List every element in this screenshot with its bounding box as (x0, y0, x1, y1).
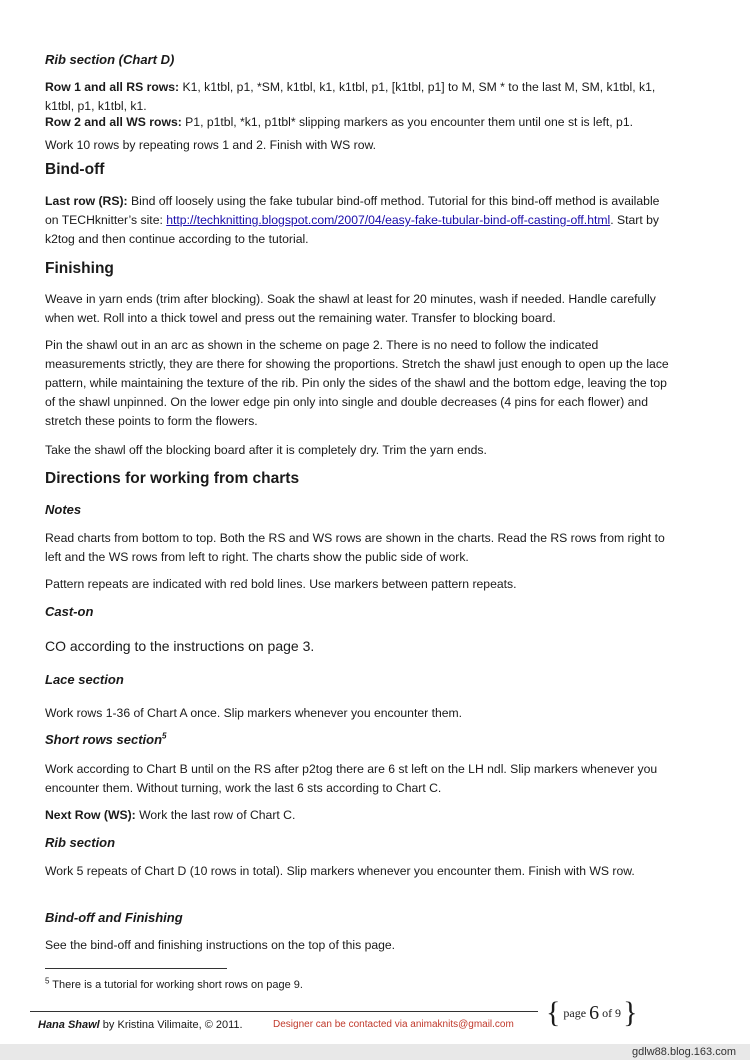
footnote (45, 977, 303, 993)
rib-work-text: Work 10 rows by repeating rows 1 and 2. Finish with WS row. (45, 138, 377, 152)
next-row-text: Work the last row of Chart C. (135, 808, 296, 822)
finishing-paragraph-1: Weave in yarn ends (trim after blocking). Soak the shawl at least for 20 minutes, wash if needed. Handle carefully when wet. Roll into a thick towel and press out the remaining water. Transfer to blocking board. (45, 292, 656, 325)
notes-paragraph-1: Read charts from bottom to top. Both the RS and WS rows are shown in the charts. Read the RS rows from right to left and the WS rows from left to right. The charts show the public side of work. (45, 531, 665, 564)
page-number-block (546, 996, 637, 1030)
finishing-heading: Finishing (45, 260, 114, 277)
footer-contact: Designer can be contacted via animaknits@gmail.com (273, 1019, 514, 1030)
footer-title: Hana Shawl (38, 1019, 100, 1031)
techknitting-link[interactable]: http://techknitting.blogspot.com/2007/04/easy-fake-tubular-bind-off-casting-off.html (166, 213, 611, 227)
footnote-text: There is a tutorial for working short rows on page 9. (49, 979, 303, 991)
bindoff-finishing-text: See the bind-off and finishing instructions on the top of this page. (45, 938, 396, 952)
next-row-paragraph (45, 806, 670, 825)
short-rows-heading (45, 731, 670, 749)
rib-section-heading: Rib section (45, 835, 116, 850)
caston-text: CO according to the instructions on page 3. (45, 638, 315, 654)
rib-row1-label: Row 1 and all RS rows: (45, 80, 180, 94)
footnote-divider (45, 968, 227, 969)
notes-heading: Notes (45, 502, 82, 517)
notes-paragraph-2: Pattern repeats are indicated with red bold lines. Use markers between pattern repeats. (45, 577, 517, 591)
bindoff-last-label: Last row (RS): (45, 194, 128, 208)
short-rows-text: Work according to Chart B until on the RS after p2tog there are 6 st left on the LH ndl. Slip markers whenever you encounter them. Without turning, work the last 6 sts according to Chart C. (45, 762, 658, 795)
next-row-label: Next Row (WS): (45, 808, 136, 822)
lace-heading: Lace section (45, 672, 124, 687)
bindoff-after-link: . Start by k2tog and then continue according to the tutorial. (45, 213, 659, 246)
footer-divider (30, 1011, 538, 1012)
directions-heading: Directions for working from charts (45, 470, 300, 487)
rib-chart-d-heading: Rib section (Chart D) (45, 52, 175, 67)
rib-row2-label: Row 2 and all WS rows: (45, 115, 182, 129)
watermark-text: gdlw88.blog.163.com (632, 1046, 736, 1058)
open-brace: { (546, 996, 561, 1029)
bindoff-finishing-heading: Bind-off and Finishing (45, 910, 183, 925)
short-rows-heading-text: Short rows section (45, 732, 163, 747)
footer-byline: by Kristina Vilimaite, © 2011. (99, 1019, 243, 1031)
page-total: of 9 (602, 1005, 622, 1020)
rib-row2-paragraph (45, 113, 670, 132)
finishing-paragraph-2: Pin the shawl out in an arc as shown in the scheme on page 2. There is no need to follow the indicated measurements strictly, they are there for showing the proportions. Stretch the shawl just enough to open up the lace pattern, while maintaining the texture of the rib. Pin only the sides of the shawl and the bottom edge, leaving the top of the shawl unpinned. On the lower edge pin only into single and double decreases (4 pins for each flower) and stretch these points to form the flowers. (45, 338, 669, 428)
bindoff-paragraph (45, 192, 670, 249)
rib-row1-text: K1, k1tbl, p1, *SM, k1tbl, k1, k1tbl, p1, [k1tbl, p1] to M, SM * to the last M, SM, k1tbl, k1, k1tbl, p1, k1tbl, k1. (45, 80, 656, 113)
page-word: page (563, 1005, 587, 1020)
bindoff-heading: Bind-off (45, 161, 105, 178)
bindoff-last-text: Bind off loosely using the fake tubular bind-off method. Tutorial for this bind-off method is available on TECHknitter’s site: (45, 194, 660, 227)
rib-section-text: Work 5 repeats of Chart D (10 rows in total). Slip markers whenever you encounter them. Finish with WS row. (45, 864, 635, 878)
short-rows-footnote-ref: 5 (162, 731, 167, 741)
footnote-number: 5 (45, 976, 50, 986)
lace-text: Work rows 1-36 of Chart A once. Slip markers whenever you encounter them. (45, 706, 463, 720)
finishing-paragraph-3: Take the shawl off the blocking board after it is completely dry. Trim the yarn ends. (45, 443, 487, 457)
caston-heading: Cast-on (45, 604, 94, 619)
page-number: 6 (589, 1001, 600, 1024)
rib-row2-text: P1, p1tbl, *k1, p1tbl* slipping markers as you encounter them until one st is left, p1. (181, 115, 633, 129)
rib-row1-paragraph (45, 78, 670, 116)
close-brace: } (623, 996, 638, 1029)
footer-credit (38, 1017, 243, 1033)
